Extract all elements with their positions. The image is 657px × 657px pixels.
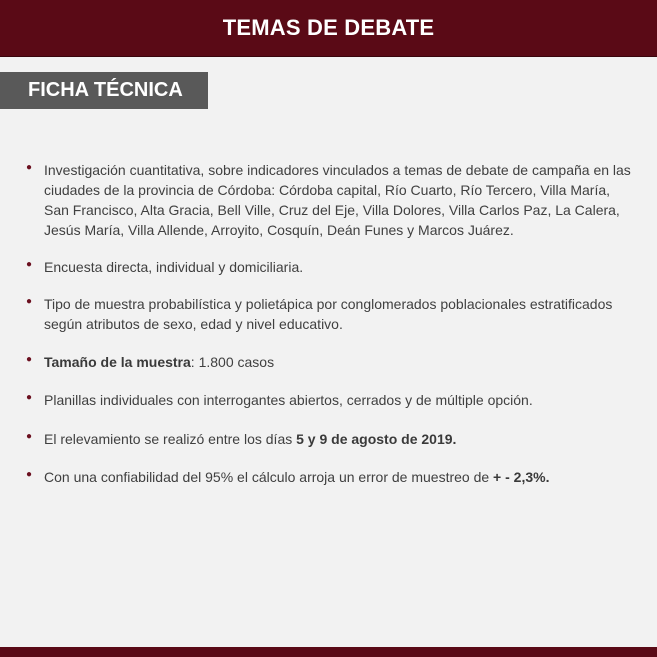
confidence-text: Con una confiabilidad del 95% el cálculo arroja un error de muestreo de <box>44 469 494 485</box>
sample-size-label: Tamaño de la muestra <box>44 354 191 370</box>
bottom-bar <box>0 647 657 657</box>
bullet-icon: ● <box>26 431 33 442</box>
bullet-sample-size <box>26 352 636 372</box>
bullet-questionnaire <box>26 390 636 410</box>
dates-value: 5 y 9 de agosto de 2019. <box>296 431 457 447</box>
bullet-icon: ● <box>26 162 33 173</box>
page-title: TEMAS DE DEBATE <box>222 15 435 40</box>
bullet-dates <box>26 429 636 449</box>
bullet-text: Encuesta directa, individual y domiciliaria. <box>44 259 304 275</box>
section-title: FICHA TÉCNICA <box>28 79 183 101</box>
section-tab <box>0 72 208 109</box>
sample-size-value: : 1.800 casos <box>190 354 275 370</box>
dates-text: El relevamiento se realizó entre los días <box>44 431 297 447</box>
bullet-investigation <box>26 160 636 240</box>
bullet-text: Tipo de muestra probabilística y polietápica por conglomerados poblacionales estratificados según atributos de sexo, edad y nivel educativo. <box>44 296 613 332</box>
bullet-text: Investigación cuantitativa, sobre indicadores vinculados a temas de debate de campaña en las ciudades de la provincia de Córdoba: Córdoba capital, Río Cuarto, Río Tercero, Villa María, San Francisco, Alta Gracia, Bell Ville, Cruz del Eje, Villa Dolores, Villa Carlos Paz, La Calera, Jesús María, Villa Allende, Arroyito, Cosquín, Deán Funes y Marcos Juárez. <box>44 162 631 238</box>
bullet-survey <box>26 257 636 277</box>
bullet-icon: ● <box>26 259 33 270</box>
bullet-sample-type <box>26 294 636 334</box>
bullet-icon: ● <box>26 354 33 365</box>
bullet-confidence <box>26 467 636 487</box>
bullet-icon: ● <box>26 469 33 480</box>
error-value: + - 2,3%. <box>493 469 550 485</box>
header-bar <box>0 0 657 57</box>
bullet-text: Planillas individuales con interrogantes abiertos, cerrados y de múltiple opción. <box>44 392 533 408</box>
bullet-icon: ● <box>26 392 33 403</box>
bullet-icon: ● <box>26 296 33 307</box>
